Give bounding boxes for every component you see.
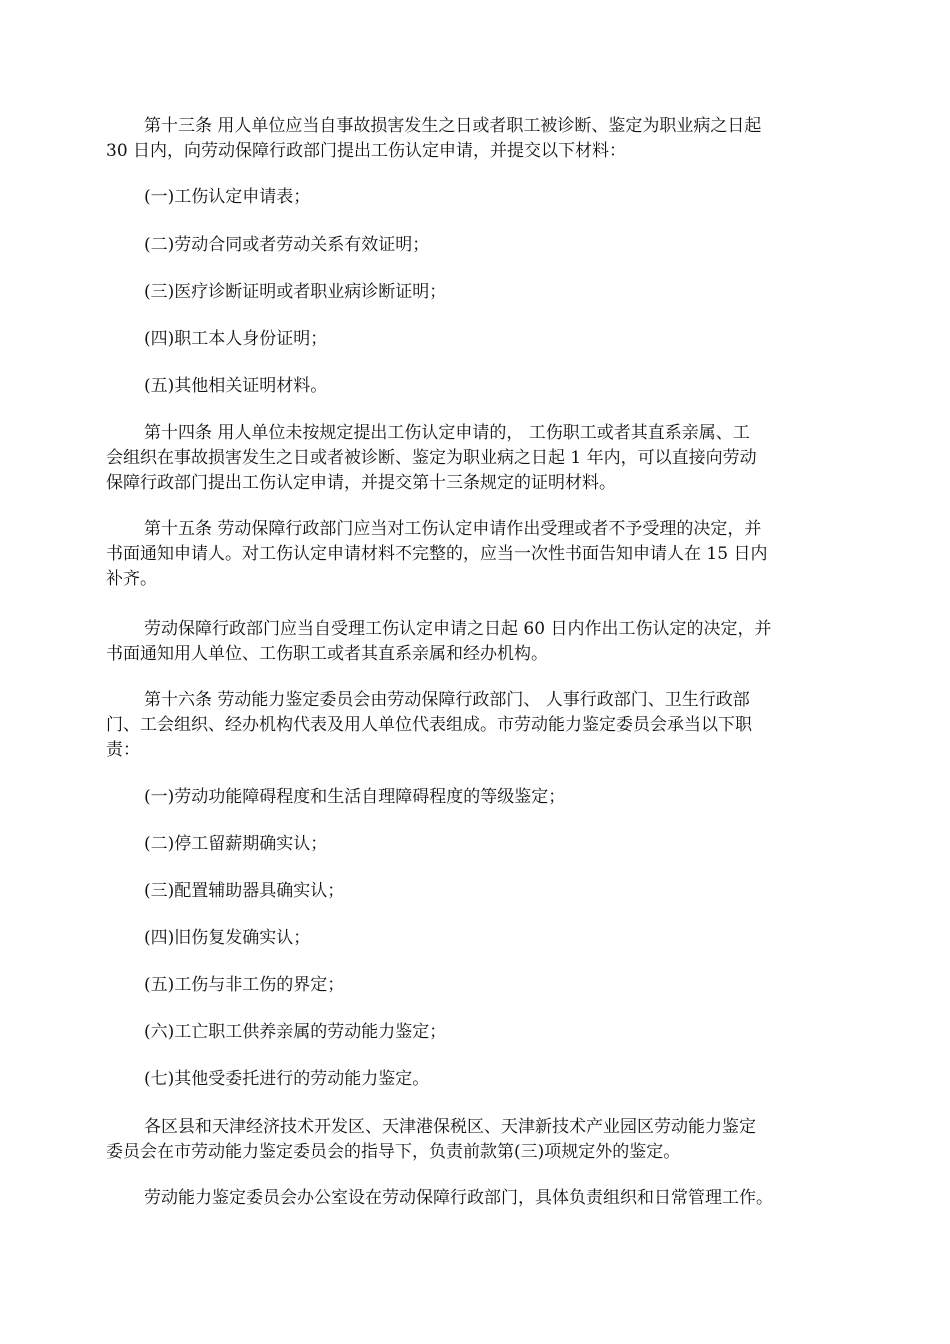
text-line: 书面通知用人单位、工伤职工或者其直系亲属和经办机构。 — [106, 644, 548, 664]
text-line: 第十五条 劳动保障行政部门应当对工伤认定申请作出受理或者不予受理的决定，并 — [144, 519, 762, 539]
text-line: 劳动保障行政部门应当自受理工伤认定申请之日起 60 日内作出工伤认定的决定，并 — [144, 619, 772, 639]
text-line: (三)医疗诊断证明或者职业病诊断证明； — [144, 282, 447, 302]
list-item-4 — [106, 327, 846, 352]
text-line: 补齐。 — [106, 569, 157, 589]
duty-item-7 — [106, 1067, 846, 1092]
text-line: 劳动能力鉴定委员会办公室设在劳动保障行政部门，具体负责组织和日常管理工作。 — [144, 1188, 773, 1208]
duty-item-2 — [106, 832, 846, 857]
text-line: (一)工伤认定申请表； — [144, 187, 311, 207]
text-line: 书面通知申请人。对工伤认定申请材料不完整的，应当一次性书面告知申请人在 15 日内 — [106, 544, 768, 564]
text-line: 责： — [106, 740, 140, 760]
text-line: (五)其他相关证明材料。 — [144, 376, 328, 396]
text-line: 各区县和天津经济技术开发区、天津港保税区、天津新技术产业园区劳动能力鉴定 — [144, 1117, 756, 1137]
text-line: (四)职工本人身份证明； — [144, 329, 328, 349]
district-committee-paragraph — [106, 1115, 846, 1165]
text-line: (五)工伤与非工伤的界定； — [144, 975, 345, 995]
list-item-1 — [106, 185, 846, 210]
text-line: (四)旧伤复发确实认； — [144, 928, 311, 948]
article-16-paragraph — [106, 688, 846, 763]
text-line: (七)其他受委托进行的劳动能力鉴定。 — [144, 1069, 430, 1089]
text-line: 第十四条 用人单位未按规定提出工伤认定申请的， 工伤职工或者其直系亲属、工 — [144, 423, 750, 443]
text-line: (二)劳动合同或者劳动关系有效证明； — [144, 235, 430, 255]
text-line: 第十六条 劳动能力鉴定委员会由劳动保障行政部门、 人事行政部门、卫生行政部 — [144, 690, 750, 710]
text-line: (三)配置辅助器具确实认； — [144, 881, 345, 901]
text-line: (一)劳动功能障碍程度和生活自理障碍程度的等级鉴定； — [144, 787, 566, 807]
article-13-paragraph — [106, 114, 846, 164]
list-item-3 — [106, 280, 846, 305]
text-line: 30 日内，向劳动保障行政部门提出工伤认定申请，并提交以下材料： — [106, 141, 627, 161]
text-line: 门、工会组织、经办机构代表及用人单位代表组成。市劳动能力鉴定委员会承当以下职 — [106, 715, 752, 735]
article-15-paragraph — [106, 517, 846, 592]
article-14-paragraph — [106, 421, 846, 496]
text-line: 会组织在事故损害发生之日或者被诊断、鉴定为职业病之日起 1 年内，可以直接向劳动 — [106, 448, 757, 468]
duty-item-5 — [106, 973, 846, 998]
list-item-5 — [106, 374, 846, 399]
duty-item-4 — [106, 926, 846, 951]
list-item-2 — [106, 233, 846, 258]
office-paragraph — [106, 1186, 846, 1211]
duty-item-6 — [106, 1020, 846, 1045]
text-line: 第十三条 用人单位应当自事故损害发生之日或者职工被诊断、鉴定为职业病之日起 — [144, 116, 762, 136]
text-line: 委员会在市劳动能力鉴定委员会的指导下，负责前款第(三)项规定外的鉴定。 — [106, 1142, 681, 1162]
duty-item-1 — [106, 785, 846, 810]
text-line: (二)停工留薪期确实认； — [144, 834, 328, 854]
duty-item-3 — [106, 879, 846, 904]
text-line: (六)工亡职工供养亲属的劳动能力鉴定； — [144, 1022, 447, 1042]
text-line: 保障行政部门提出工伤认定申请，并提交第十三条规定的证明材料。 — [106, 473, 616, 493]
article-15-second-paragraph — [106, 617, 846, 667]
